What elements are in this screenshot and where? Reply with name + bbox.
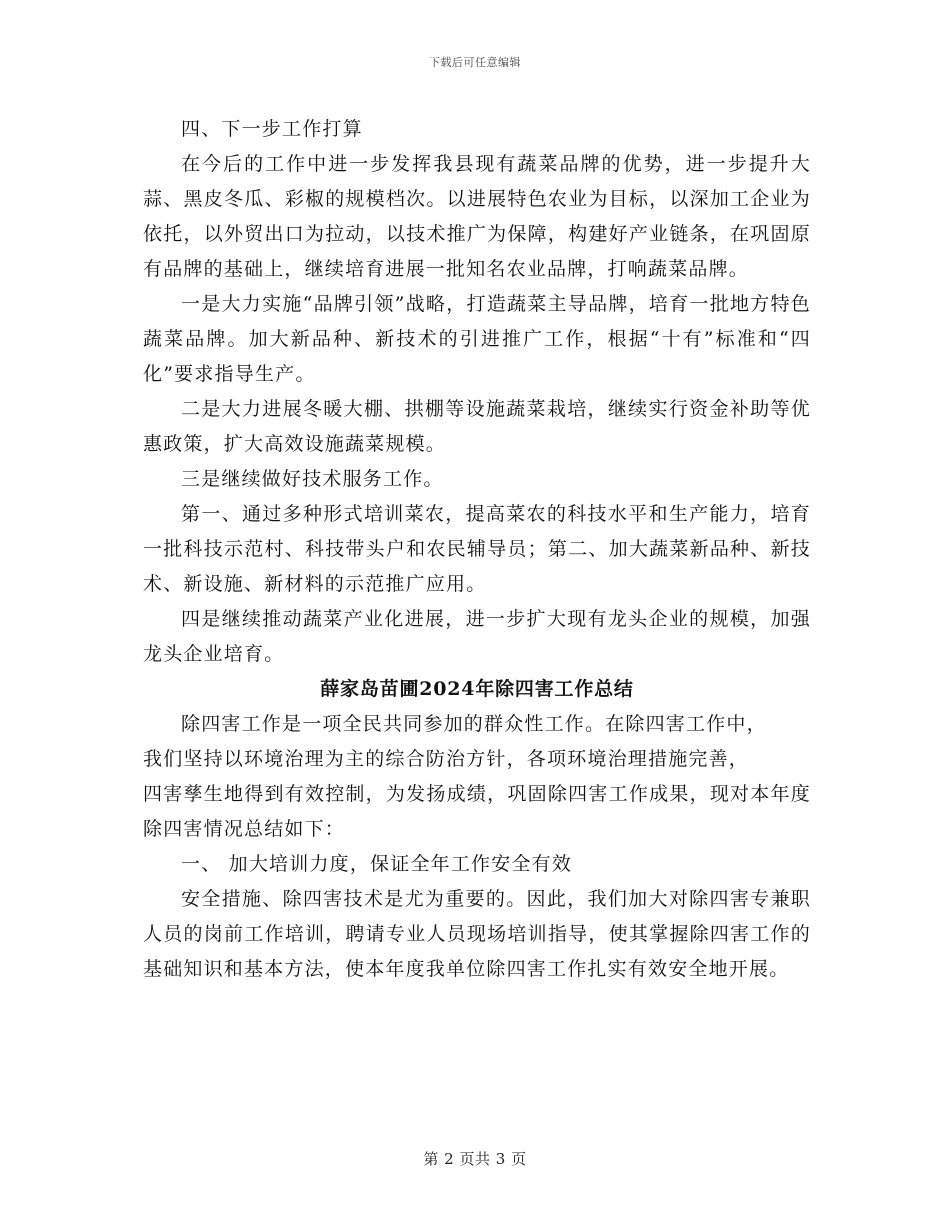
- paragraph-item-two: 二是大力进展冬暖大棚、拱棚等设施蔬菜栽培，继续实行资金补助等优惠政策，扩大高效设施蔬菜规模。: [143, 398, 811, 455]
- intro-line-2: 我们坚持以环境治理为主的综合防治方针，各项环境治理措施完善，: [143, 748, 750, 770]
- paragraph-training: 第一、通过多种形式培训菜农，提高菜农的科技水平和生产能力，培育一批科技示范村、科技带头户和农民辅导员；第二、加大蔬菜新品种、新技术、新设施、新材料的示范推广应用。: [143, 503, 811, 595]
- section-heading-training: 一、 加大培训力度，保证全年工作安全有效: [181, 853, 573, 875]
- paragraph-item-four: 四是继续推动蔬菜产业化进展，进一步扩大现有龙头企业的规模，加强龙头企业培育。: [143, 608, 811, 665]
- page-header-note: 下载后可任意编辑: [429, 56, 521, 69]
- paragraph-safety-training: 安全措施、除四害技术是尤为重要的。因此，我们加大对除四害专兼职人员的岗前工作培训，聘请专业人员现场培训指导，使其掌握除四害工作的基础知识和基本方法，使本年度我单位除四害工作扎实有效安全地开展。: [143, 888, 811, 980]
- paragraph-item-three: 三是继续做好技术服务工作。: [181, 468, 444, 490]
- paragraph-item-one: 一是大力实施“品牌引领”战略，打造蔬菜主导品牌，培育一批地方特色蔬菜品牌。加大新品种、新技术的引进推广工作，根据“十有”标准和“四化”要求指导生产。: [143, 293, 811, 385]
- document-body: [143, 112, 811, 987]
- intro-line-1: 除四害工作是一项全民共同参加的群众性工作。在除四害工作中，: [181, 713, 767, 735]
- page-number: 第 2 页共 3 页: [423, 1150, 527, 1168]
- intro-line-3: 四害孳生地得到有效控制，为发扬成绩，巩固除四害工作成果，现对本年度除四害情况总结如下：: [143, 783, 811, 840]
- paragraph-brand-plan: 在今后的工作中进一步发挥我县现有蔬菜品牌的优势，进一步提升大蒜、黑皮冬瓜、彩椒的规模档次。以进展特色农业为目标，以深加工企业为依托，以外贸出口为拉动，以技术推广为保障，构建好产业链条，在巩固原有品牌的基础上，继续培育进展一批知名农业品牌，打响蔬菜品牌。: [143, 153, 811, 280]
- article-title: 薛家岛苗圃2024年除四害工作总结: [320, 678, 634, 700]
- section-heading-next-steps: 四、下一步工作打算: [181, 118, 363, 140]
